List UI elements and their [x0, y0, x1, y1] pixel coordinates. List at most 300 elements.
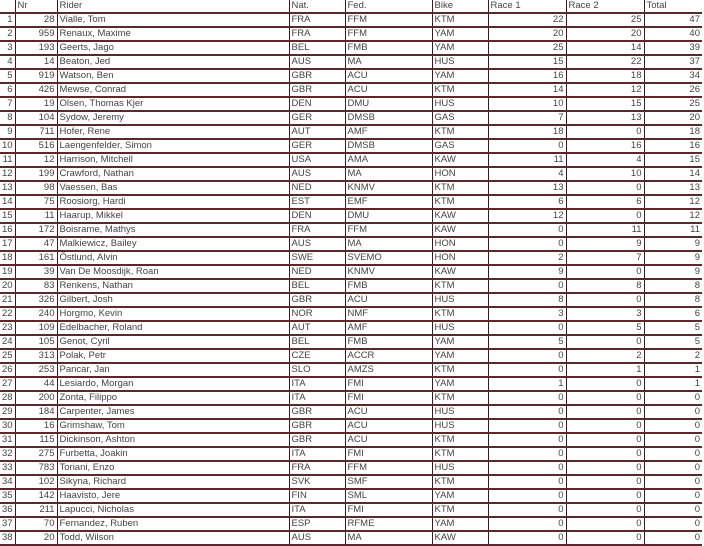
rider-name-cell: Todd, Wilson	[57, 531, 289, 545]
rider-name-cell: Watson, Ben	[57, 69, 289, 83]
race1-points-cell: 0	[488, 503, 566, 517]
race1-points-cell: 0	[488, 433, 566, 447]
table-row	[0, 475, 702, 489]
position-cell: 29	[0, 405, 15, 419]
nationality-cell: AUS	[289, 531, 345, 545]
federation-cell: SVEMO	[345, 251, 432, 265]
nationality-cell: DEN	[289, 209, 345, 223]
total-points-cell: 12	[644, 209, 702, 223]
rider-number-cell: 240	[15, 307, 57, 321]
federation-cell: EMF	[345, 195, 432, 209]
race2-points-cell: 18	[566, 69, 644, 83]
rider-number-cell: 253	[15, 363, 57, 377]
rider-name-cell: Genot, Cyril	[57, 335, 289, 349]
federation-cell: ACU	[345, 405, 432, 419]
race2-points-cell: 14	[566, 41, 644, 55]
race2-points-cell: 22	[566, 55, 644, 69]
nationality-cell: FIN	[289, 489, 345, 503]
position-cell: 4	[0, 55, 15, 69]
race2-points-cell: 0	[566, 293, 644, 307]
rider-number-cell: 172	[15, 223, 57, 237]
race1-points-cell: 2	[488, 251, 566, 265]
race2-points-cell: 0	[566, 531, 644, 545]
race2-points-cell: 12	[566, 83, 644, 97]
rider-name-cell: Laengenfelder, Simon	[57, 139, 289, 153]
table-row	[0, 293, 702, 307]
total-points-cell: 14	[644, 167, 702, 181]
nationality-cell: GER	[289, 111, 345, 125]
table-row	[0, 503, 702, 517]
position-cell: 5	[0, 69, 15, 83]
results-body	[0, 13, 702, 545]
rider-name-cell: Horgmo, Kevin	[57, 307, 289, 321]
bike-cell: KTM	[432, 125, 488, 139]
total-points-cell: 37	[644, 55, 702, 69]
race1-points-cell: 0	[488, 139, 566, 153]
rider-number-cell: 98	[15, 181, 57, 195]
rider-name-cell: Vaessen, Bas	[57, 181, 289, 195]
table-row	[0, 307, 702, 321]
header-nr: Nr	[15, 0, 57, 13]
bike-cell: KTM	[432, 13, 488, 27]
rider-number-cell: 959	[15, 27, 57, 41]
rider-number-cell: 199	[15, 167, 57, 181]
total-points-cell: 47	[644, 13, 702, 27]
race1-points-cell: 8	[488, 293, 566, 307]
rider-number-cell: 184	[15, 405, 57, 419]
rider-number-cell: 516	[15, 139, 57, 153]
bike-cell: HUS	[432, 461, 488, 475]
federation-cell: ACU	[345, 83, 432, 97]
rider-name-cell: Gilbert, Josh	[57, 293, 289, 307]
header-race2: Race 2	[566, 0, 644, 13]
bike-cell: KAW	[432, 265, 488, 279]
table-row	[0, 167, 702, 181]
rider-name-cell: Zonta, Filippo	[57, 391, 289, 405]
rider-name-cell: Boisrame, Mathys	[57, 223, 289, 237]
table-row	[0, 405, 702, 419]
nationality-cell: GBR	[289, 69, 345, 83]
table-row	[0, 55, 702, 69]
rider-name-cell: Pancar, Jan	[57, 363, 289, 377]
bike-cell: KAW	[432, 153, 488, 167]
total-points-cell: 15	[644, 153, 702, 167]
rider-name-cell: Geerts, Jago	[57, 41, 289, 55]
federation-cell: DMU	[345, 97, 432, 111]
federation-cell: FMI	[345, 447, 432, 461]
table-row	[0, 279, 702, 293]
nationality-cell: GBR	[289, 419, 345, 433]
race1-points-cell: 15	[488, 55, 566, 69]
total-points-cell: 9	[644, 251, 702, 265]
federation-cell: MA	[345, 167, 432, 181]
header-nat: Nat.	[289, 0, 345, 13]
bike-cell: KAW	[432, 531, 488, 545]
position-cell: 32	[0, 447, 15, 461]
bike-cell: YAM	[432, 69, 488, 83]
rider-name-cell: Toriani, Enzo	[57, 461, 289, 475]
rider-number-cell: 783	[15, 461, 57, 475]
bike-cell: HUS	[432, 97, 488, 111]
total-points-cell: 0	[644, 489, 702, 503]
federation-cell: NMF	[345, 307, 432, 321]
rider-number-cell: 919	[15, 69, 57, 83]
race1-points-cell: 0	[488, 531, 566, 545]
position-cell: 20	[0, 279, 15, 293]
rider-name-cell: Fernandez, Ruben	[57, 517, 289, 531]
race2-points-cell: 0	[566, 391, 644, 405]
federation-cell: ACU	[345, 419, 432, 433]
race2-points-cell: 4	[566, 153, 644, 167]
federation-cell: FMI	[345, 377, 432, 391]
table-row	[0, 41, 702, 55]
nationality-cell: AUT	[289, 125, 345, 139]
position-cell: 26	[0, 363, 15, 377]
race2-points-cell: 0	[566, 503, 644, 517]
total-points-cell: 8	[644, 293, 702, 307]
total-points-cell: 0	[644, 503, 702, 517]
total-points-cell: 26	[644, 83, 702, 97]
position-cell: 11	[0, 153, 15, 167]
bike-cell: HUS	[432, 55, 488, 69]
bike-cell: HUS	[432, 293, 488, 307]
race2-points-cell: 0	[566, 461, 644, 475]
race1-points-cell: 0	[488, 363, 566, 377]
position-cell: 23	[0, 321, 15, 335]
race1-points-cell: 12	[488, 209, 566, 223]
position-cell: 10	[0, 139, 15, 153]
position-cell: 3	[0, 41, 15, 55]
federation-cell: ACU	[345, 293, 432, 307]
total-points-cell: 5	[644, 335, 702, 349]
table-row	[0, 83, 702, 97]
bike-cell: KTM	[432, 195, 488, 209]
race1-points-cell: 16	[488, 69, 566, 83]
race2-points-cell: 13	[566, 111, 644, 125]
nationality-cell: GBR	[289, 433, 345, 447]
total-points-cell: 9	[644, 265, 702, 279]
rider-number-cell: 211	[15, 503, 57, 517]
total-points-cell: 0	[644, 405, 702, 419]
header-fed: Fed.	[345, 0, 432, 13]
position-cell: 22	[0, 307, 15, 321]
total-points-cell: 25	[644, 97, 702, 111]
race1-points-cell: 0	[488, 237, 566, 251]
rider-name-cell: Renaux, Maxime	[57, 27, 289, 41]
federation-cell: FMI	[345, 391, 432, 405]
bike-cell: KTM	[432, 279, 488, 293]
rider-name-cell: Van De Moosdijk, Roan	[57, 265, 289, 279]
race2-points-cell: 0	[566, 419, 644, 433]
bike-cell: GAS	[432, 111, 488, 125]
bike-cell: GAS	[432, 139, 488, 153]
race1-points-cell: 14	[488, 83, 566, 97]
table-row	[0, 363, 702, 377]
federation-cell: ACU	[345, 69, 432, 83]
rider-number-cell: 105	[15, 335, 57, 349]
table-row	[0, 97, 702, 111]
rider-name-cell: Östlund, Alvin	[57, 251, 289, 265]
position-cell: 19	[0, 265, 15, 279]
rider-number-cell: 200	[15, 391, 57, 405]
position-cell: 28	[0, 391, 15, 405]
race1-points-cell: 10	[488, 97, 566, 111]
bike-cell: YAM	[432, 349, 488, 363]
race1-points-cell: 0	[488, 461, 566, 475]
race1-points-cell: 4	[488, 167, 566, 181]
race1-points-cell: 0	[488, 419, 566, 433]
race2-points-cell: 0	[566, 517, 644, 531]
nationality-cell: SWE	[289, 251, 345, 265]
rider-number-cell: 14	[15, 55, 57, 69]
rider-name-cell: Haavisto, Jere	[57, 489, 289, 503]
total-points-cell: 6	[644, 307, 702, 321]
bike-cell: KTM	[432, 83, 488, 97]
race2-points-cell: 1	[566, 363, 644, 377]
rider-name-cell: Sikyna, Richard	[57, 475, 289, 489]
rider-number-cell: 11	[15, 209, 57, 223]
total-points-cell: 2	[644, 349, 702, 363]
table-row	[0, 237, 702, 251]
rider-number-cell: 109	[15, 321, 57, 335]
table-row	[0, 321, 702, 335]
table-row	[0, 349, 702, 363]
nationality-cell: USA	[289, 153, 345, 167]
race1-points-cell: 0	[488, 517, 566, 531]
nationality-cell: BEL	[289, 335, 345, 349]
table-row	[0, 139, 702, 153]
table-row	[0, 447, 702, 461]
table-row	[0, 433, 702, 447]
table-row	[0, 461, 702, 475]
nationality-cell: BEL	[289, 279, 345, 293]
table-row	[0, 195, 702, 209]
federation-cell: ACCR	[345, 349, 432, 363]
total-points-cell: 0	[644, 461, 702, 475]
rider-number-cell: 70	[15, 517, 57, 531]
race1-points-cell: 5	[488, 335, 566, 349]
bike-cell: KTM	[432, 433, 488, 447]
total-points-cell: 18	[644, 125, 702, 139]
nationality-cell: AUS	[289, 55, 345, 69]
position-cell: 7	[0, 97, 15, 111]
header-rider: Rider	[57, 0, 289, 13]
federation-cell: MA	[345, 237, 432, 251]
bike-cell: KTM	[432, 475, 488, 489]
position-cell: 16	[0, 223, 15, 237]
position-cell: 17	[0, 237, 15, 251]
total-points-cell: 0	[644, 447, 702, 461]
race1-points-cell: 22	[488, 13, 566, 27]
race2-points-cell: 0	[566, 181, 644, 195]
table-row	[0, 111, 702, 125]
table-row	[0, 489, 702, 503]
nationality-cell: GBR	[289, 293, 345, 307]
rider-number-cell: 115	[15, 433, 57, 447]
nationality-cell: SLO	[289, 363, 345, 377]
header-total: Total	[644, 0, 702, 13]
rider-number-cell: 75	[15, 195, 57, 209]
race2-points-cell: 11	[566, 223, 644, 237]
race1-points-cell: 25	[488, 41, 566, 55]
race2-points-cell: 25	[566, 13, 644, 27]
total-points-cell: 0	[644, 531, 702, 545]
position-cell: 15	[0, 209, 15, 223]
rider-name-cell: Lesiardo, Morgan	[57, 377, 289, 391]
race2-points-cell: 0	[566, 405, 644, 419]
race1-points-cell: 18	[488, 125, 566, 139]
race1-points-cell: 6	[488, 195, 566, 209]
total-points-cell: 0	[644, 433, 702, 447]
header-bike: Bike	[432, 0, 488, 13]
position-cell: 38	[0, 531, 15, 545]
position-cell: 33	[0, 461, 15, 475]
nationality-cell: BEL	[289, 41, 345, 55]
rider-name-cell: Grimshaw, Tom	[57, 419, 289, 433]
rider-number-cell: 20	[15, 531, 57, 545]
table-row	[0, 517, 702, 531]
header-position	[0, 0, 15, 13]
rider-name-cell: Sydow, Jeremy	[57, 111, 289, 125]
table-row	[0, 377, 702, 391]
table-row	[0, 251, 702, 265]
race2-points-cell: 0	[566, 265, 644, 279]
bike-cell: HUS	[432, 405, 488, 419]
federation-cell: RFME	[345, 517, 432, 531]
federation-cell: FFM	[345, 461, 432, 475]
race2-points-cell: 20	[566, 27, 644, 41]
table-row	[0, 335, 702, 349]
nationality-cell: GBR	[289, 83, 345, 97]
federation-cell: DMSB	[345, 139, 432, 153]
position-cell: 21	[0, 293, 15, 307]
nationality-cell: EST	[289, 195, 345, 209]
position-cell: 24	[0, 335, 15, 349]
rider-number-cell: 102	[15, 475, 57, 489]
header-race1: Race 1	[488, 0, 566, 13]
nationality-cell: NED	[289, 181, 345, 195]
rider-number-cell: 44	[15, 377, 57, 391]
rider-number-cell: 83	[15, 279, 57, 293]
bike-cell: YAM	[432, 517, 488, 531]
nationality-cell: AUS	[289, 167, 345, 181]
rider-name-cell: Hofer, Rene	[57, 125, 289, 139]
rider-number-cell: 104	[15, 111, 57, 125]
race2-points-cell: 0	[566, 447, 644, 461]
bike-cell: HON	[432, 251, 488, 265]
total-points-cell: 12	[644, 195, 702, 209]
rider-number-cell: 19	[15, 97, 57, 111]
rider-number-cell: 161	[15, 251, 57, 265]
position-cell: 34	[0, 475, 15, 489]
total-points-cell: 0	[644, 419, 702, 433]
position-cell: 2	[0, 27, 15, 41]
rider-name-cell: Polak, Petr	[57, 349, 289, 363]
nationality-cell: FRA	[289, 27, 345, 41]
rider-name-cell: Furbetta, Joakin	[57, 447, 289, 461]
position-cell: 8	[0, 111, 15, 125]
race1-points-cell: 0	[488, 447, 566, 461]
bike-cell: YAM	[432, 41, 488, 55]
rider-number-cell: 326	[15, 293, 57, 307]
federation-cell: FMB	[345, 335, 432, 349]
race1-points-cell: 0	[488, 223, 566, 237]
bike-cell: KTM	[432, 447, 488, 461]
bike-cell: YAM	[432, 27, 488, 41]
bike-cell: HON	[432, 167, 488, 181]
table-row	[0, 69, 702, 83]
position-cell: 9	[0, 125, 15, 139]
table-row	[0, 153, 702, 167]
nationality-cell: GBR	[289, 405, 345, 419]
federation-cell: MA	[345, 531, 432, 545]
race2-points-cell: 7	[566, 251, 644, 265]
bike-cell: YAM	[432, 377, 488, 391]
position-cell: 37	[0, 517, 15, 531]
federation-cell: AMF	[345, 125, 432, 139]
nationality-cell: AUT	[289, 321, 345, 335]
total-points-cell: 0	[644, 391, 702, 405]
table-row	[0, 13, 702, 27]
race1-points-cell: 0	[488, 405, 566, 419]
race2-points-cell: 9	[566, 237, 644, 251]
header-row	[0, 0, 702, 13]
table-row	[0, 531, 702, 545]
federation-cell: SMF	[345, 475, 432, 489]
nationality-cell: AUS	[289, 237, 345, 251]
race1-points-cell: 0	[488, 349, 566, 363]
nationality-cell: CZE	[289, 349, 345, 363]
race2-points-cell: 10	[566, 167, 644, 181]
rider-name-cell: Crawford, Nathan	[57, 167, 289, 181]
nationality-cell: GER	[289, 139, 345, 153]
nationality-cell: ITA	[289, 377, 345, 391]
table-row	[0, 265, 702, 279]
federation-cell: ACU	[345, 433, 432, 447]
position-cell: 31	[0, 433, 15, 447]
nationality-cell: SVK	[289, 475, 345, 489]
federation-cell: SML	[345, 489, 432, 503]
bike-cell: HUS	[432, 419, 488, 433]
nationality-cell: FRA	[289, 461, 345, 475]
nationality-cell: ITA	[289, 391, 345, 405]
bike-cell: HUS	[432, 321, 488, 335]
race1-points-cell: 7	[488, 111, 566, 125]
race2-points-cell: 0	[566, 125, 644, 139]
race2-points-cell: 15	[566, 97, 644, 111]
rider-number-cell: 28	[15, 13, 57, 27]
rider-name-cell: Harrison, Mitchell	[57, 153, 289, 167]
bike-cell: KAW	[432, 223, 488, 237]
bike-cell: KTM	[432, 363, 488, 377]
rider-number-cell: 193	[15, 41, 57, 55]
race2-points-cell: 0	[566, 335, 644, 349]
table-row	[0, 125, 702, 139]
race2-points-cell: 0	[566, 475, 644, 489]
bike-cell: KTM	[432, 391, 488, 405]
rider-name-cell: Vialle, Tom	[57, 13, 289, 27]
race1-points-cell: 20	[488, 27, 566, 41]
total-points-cell: 13	[644, 181, 702, 195]
rider-number-cell: 142	[15, 489, 57, 503]
race2-points-cell: 6	[566, 195, 644, 209]
race2-points-cell: 0	[566, 377, 644, 391]
race2-points-cell: 0	[566, 489, 644, 503]
nationality-cell: FRA	[289, 13, 345, 27]
race2-points-cell: 8	[566, 279, 644, 293]
position-cell: 27	[0, 377, 15, 391]
rider-name-cell: Roosiorg, Hardi	[57, 195, 289, 209]
